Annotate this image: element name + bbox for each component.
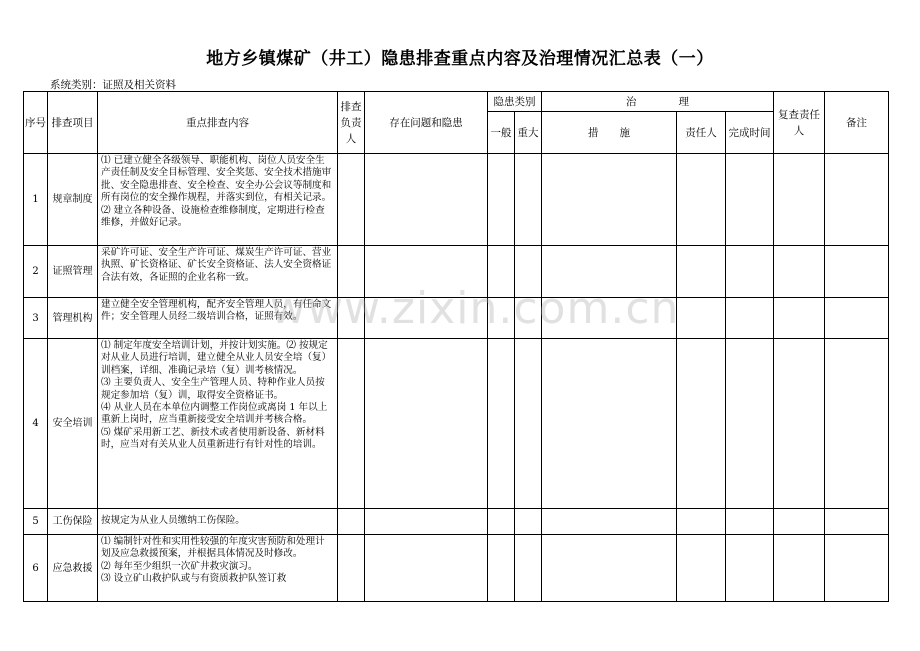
cell-done-time bbox=[726, 339, 774, 509]
cell-recheck bbox=[774, 509, 825, 535]
cell-remark bbox=[825, 509, 889, 535]
header-measures: 措 施 bbox=[542, 112, 677, 154]
table-row bbox=[24, 339, 889, 509]
cell-remark bbox=[825, 246, 889, 298]
cell-remark bbox=[825, 298, 889, 339]
table-row bbox=[24, 535, 889, 602]
cell-issue bbox=[365, 246, 488, 298]
cell-inspector bbox=[338, 509, 365, 535]
cell-inspector bbox=[338, 246, 365, 298]
header-inspector: 排查负责人 bbox=[338, 92, 365, 154]
cell-major bbox=[515, 535, 542, 602]
cell-recheck bbox=[774, 154, 825, 246]
cell-measures bbox=[542, 339, 677, 509]
cell-responsible bbox=[677, 246, 726, 298]
row-item: 工伤保险 bbox=[48, 509, 98, 535]
cell-issue bbox=[365, 535, 488, 602]
cell-general bbox=[488, 246, 515, 298]
category-line: 系统类别：证照及相关资料 bbox=[50, 79, 176, 91]
cell-major bbox=[515, 509, 542, 535]
cell-responsible bbox=[677, 339, 726, 509]
cell-recheck bbox=[774, 298, 825, 339]
cell-general bbox=[488, 339, 515, 509]
cell-done-time bbox=[726, 154, 774, 246]
header-seq: 序号 bbox=[24, 92, 48, 154]
cell-measures bbox=[542, 535, 677, 602]
row-seq: 3 bbox=[24, 298, 48, 339]
watermark: www.zixin.com.cn bbox=[270, 283, 680, 334]
cell-responsible bbox=[677, 509, 726, 535]
cell-major bbox=[515, 154, 542, 246]
row-content: 建立健全安全管理机构，配齐安全管理人员，有任命文件；安全管理人员经二级培训合格，证照有效。 bbox=[101, 299, 332, 323]
cell-measures bbox=[542, 509, 677, 535]
cell-inspector bbox=[338, 298, 365, 339]
cell-done-time bbox=[726, 298, 774, 339]
row-item: 安全培训 bbox=[48, 339, 98, 509]
row-seq: 1 bbox=[24, 154, 48, 246]
row-seq: 4 bbox=[24, 339, 48, 509]
row-item: 证照管理 bbox=[48, 246, 98, 298]
cell-recheck bbox=[774, 535, 825, 602]
header-hazard-type: 隐患类别 bbox=[488, 92, 542, 112]
cell-general bbox=[488, 509, 515, 535]
header-done-time: 完成时间 bbox=[726, 112, 774, 154]
row-content: ⑴ 编制针对性和实用性较强的年度灾害预防和处理计划及应急救援预案，并根据具体情况及时修改。 ⑵ 每年至少组织一次矿井救灾演习。 ⑶ 设立矿山救护队或与有资质救护队签订救 bbox=[101, 536, 325, 585]
row-item: 规章制度 bbox=[48, 154, 98, 246]
header-remark: 备注 bbox=[825, 92, 889, 154]
cell-recheck bbox=[774, 246, 825, 298]
header-governance: 治 理 bbox=[542, 92, 774, 112]
cell-issue bbox=[365, 154, 488, 246]
row-seq: 5 bbox=[24, 509, 48, 535]
cell-general bbox=[488, 535, 515, 602]
cell-done-time bbox=[726, 509, 774, 535]
cell-remark bbox=[825, 339, 889, 509]
cell-inspector bbox=[338, 339, 365, 509]
cell-responsible bbox=[677, 298, 726, 339]
header-item: 排查项目 bbox=[48, 92, 98, 154]
cell-measures bbox=[542, 298, 677, 339]
cell-responsible bbox=[677, 154, 726, 246]
cell-general bbox=[488, 298, 515, 339]
row-content: 采矿许可证、安全生产许可证、煤炭生产许可证、营业执照、矿长资格证、矿长安全资格证、法人安全资格证合法有效，各证照的企业名称一致。 bbox=[101, 247, 332, 283]
cell-done-time bbox=[726, 535, 774, 602]
cell-issue bbox=[365, 509, 488, 535]
cell-responsible bbox=[677, 535, 726, 602]
table-row bbox=[24, 154, 889, 246]
header-recheck: 复查责任人 bbox=[774, 92, 825, 154]
header-general: 一般 bbox=[488, 112, 515, 154]
row-item: 管理机构 bbox=[48, 298, 98, 339]
cell-major bbox=[515, 246, 542, 298]
cell-issue bbox=[365, 298, 488, 339]
cell-remark bbox=[825, 154, 889, 246]
row-seq: 2 bbox=[24, 246, 48, 298]
row-item: 应急救援 bbox=[48, 535, 98, 602]
header-key-content: 重点排查内容 bbox=[98, 92, 338, 154]
cell-remark bbox=[825, 535, 889, 602]
cell-major bbox=[515, 298, 542, 339]
cell-measures bbox=[542, 246, 677, 298]
table-row bbox=[24, 509, 889, 535]
header-responsible: 责任人 bbox=[677, 112, 726, 154]
cell-measures bbox=[542, 154, 677, 246]
cell-inspector bbox=[338, 535, 365, 602]
row-content: ⑴ 制定年度安全培训计划，并按计划实施。⑵ 按规定对从业人员进行培训，建立健全从业人员安全培（复）训档案，详细、准确记录培（复）训考核情况。 ⑶ 主要负责人、安全生产管理人员、特种作业人员按规定参加培（复）训，取得安全资格证书。 ⑷ 从业人员在本单位内调整工作岗位或离岗 1 年以上重新上岗时，应当重新接受安全培训并考核合格。 ⑸ 煤矿采用新工艺、新技术或者使用新设备、新材料时，应当对有关从业人员重新进行有针对性的培训。 bbox=[101, 340, 332, 451]
row-content: ⑴ 已建立健全各级领导、职能机构、岗位人员安全生产责任制及安全目标管理、安全奖惩、安全技术措施审批、安全隐患排查、安全检查、安全办公会议等制度和所有岗位的安全操作规程，并落实到位，有相关记录。 ⑵ 建立各种设备、设施检查维修制度，定期进行检查维修，并做好记录。 bbox=[101, 155, 332, 229]
cell-recheck bbox=[774, 339, 825, 509]
header-major: 重大 bbox=[515, 112, 542, 154]
cell-major bbox=[515, 339, 542, 509]
cell-general bbox=[488, 154, 515, 246]
cell-done-time bbox=[726, 246, 774, 298]
row-content: 按规定为从业人员缴纳工伤保险。 bbox=[101, 515, 245, 527]
row-seq: 6 bbox=[24, 535, 48, 602]
table-row bbox=[24, 246, 889, 298]
cell-issue bbox=[365, 339, 488, 509]
table-row bbox=[24, 298, 889, 339]
header-issue: 存在问题和隐患 bbox=[365, 92, 488, 154]
hazard-table bbox=[23, 91, 889, 602]
cell-inspector bbox=[338, 154, 365, 246]
page-title: 地方乡镇煤矿（井工）隐患排查重点内容及治理情况汇总表（一） bbox=[206, 49, 714, 69]
